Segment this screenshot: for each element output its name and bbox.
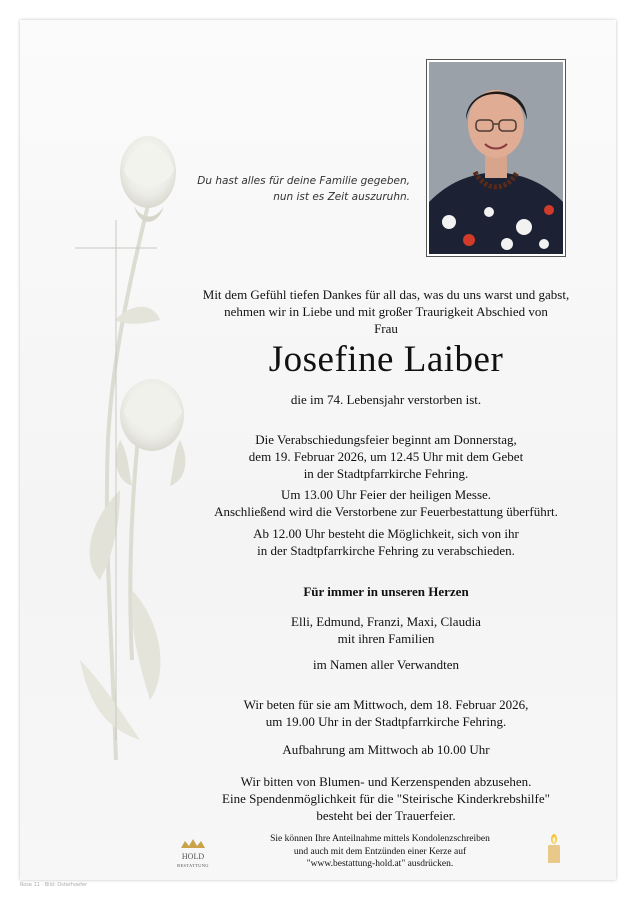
quote-line: Du hast alles für deine Familie gegeben, [197,175,410,187]
intro-line: Mit dem Gefühl tiefen Dankes für all das, was du uns warst und gabst, [202,287,570,302]
crown-icon [179,838,207,850]
logo-name: HOLD [181,852,205,861]
laying-out-line: Aufbahrung am Mittwoch ab 10.00 Uhr [282,742,490,757]
mass-text [170,486,602,520]
family-line: Elli, Edmund, Franzi, Maxi, Claudia [291,614,481,629]
viewing-line: in der Stadtpfarrkirche Fehring zu verabschieden. [257,543,515,558]
portrait-image [429,62,563,254]
mass-line: Anschließend wird die Verstorbene zur Feuerbestattung überführt. [214,504,558,519]
parte-card [20,20,616,888]
funeral-home-logo [172,838,214,870]
relatives-line: im Namen aller Verwandten [313,657,459,672]
intro-text [170,286,602,337]
cross-icon [75,220,157,740]
condolence-line: "www.bestattung-hold.at" ausdrücken. [306,859,454,869]
age-line: die im 74. Lebensjahr verstorben ist. [290,392,482,407]
donation-line: besteht bei der Trauerfeier. [316,808,456,823]
family-text [170,613,602,647]
mass-line: Um 13.00 Uhr Feier der heiligen Messe. [280,487,492,502]
farewell-line: dem 19. Februar 2026, um 12.45 Uhr mit dem Gebet [248,449,524,464]
viewing-line: Ab 12.00 Uhr besteht die Möglichkeit, sich von ihr [253,526,519,541]
viewing-text [170,525,602,559]
farewell-text [170,431,602,482]
image-credit: Rose 11 · Bild: Osterhoefer [20,882,88,888]
prayer-line: Wir beten für sie am Mittwoch, dem 18. Februar 2026, [243,697,529,712]
farewell-line: in der Stadtpfarrkirche Fehring. [303,466,469,481]
intro-line: nehmen wir in Liebe und mit großer Traurigkeit Abschied von [224,304,548,319]
memorial-quote [160,173,410,205]
portrait-photo [426,59,566,257]
quote-line: nun ist es Zeit auszuruhn. [273,191,410,203]
donation-line: Wir bitten von Blumen- und Kerzenspenden abzusehen. [240,774,532,789]
intro-line: Frau [374,321,398,336]
condolence-line: Sie können Ihre Anteilnahme mittels Kondolenzschreiben [270,834,490,844]
prayer-text [170,696,602,730]
donation-line: Eine Spendenmöglichkeit für die "Steirische Kinderkrebshilfe" [222,791,550,806]
donation-text [170,773,602,824]
hearts-line: Für immer in unseren Herzen [303,584,469,599]
candle-icon[interactable] [546,834,562,864]
condolence-text [230,833,530,871]
logo-sub: BESTATTUNG [177,863,209,868]
deceased-name: Josefine Laiber [268,339,504,380]
prayer-line: um 19.00 Uhr in der Stadtpfarrkirche Fehring. [265,714,507,729]
farewell-line: Die Verabschiedungsfeier beginnt am Donnerstag, [255,432,517,447]
family-line: mit ihren Familien [337,631,435,646]
condolence-line: und auch mit dem Entzünden einer Kerze auf [293,846,467,857]
